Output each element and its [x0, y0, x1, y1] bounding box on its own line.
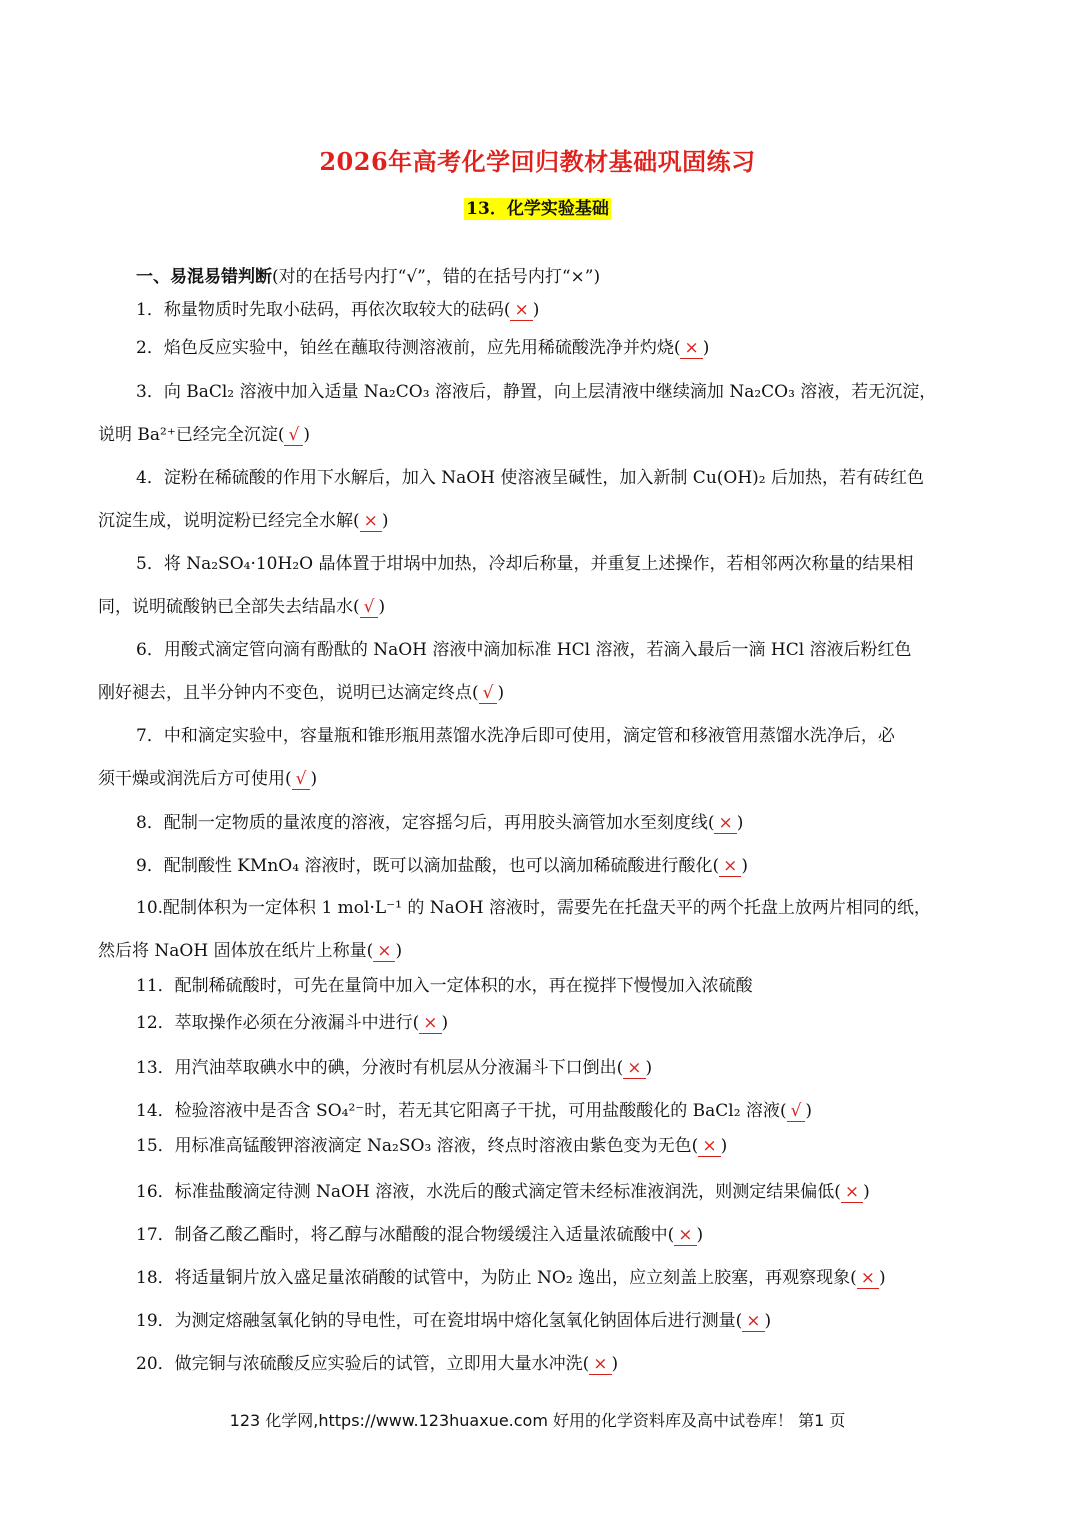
question-line: [98, 978, 980, 995]
question-number: 13．: [136, 1058, 175, 1078]
question-line: 18．将适量铜片放入盛足量浓硝酸的试管中，为防止 NO₂ 逸出，应立刻盖上胶塞，再观察现象( × ): [136, 1268, 886, 1288]
question-line: [98, 900, 980, 917]
question-line: [98, 556, 980, 573]
question-text: 配制体积为一定体积 1 mol·L⁻¹ 的 NaOH 溶液时，需要先在托盘天平的两个托盘上放两片相同的纸，: [163, 898, 931, 918]
question-item: [98, 1138, 980, 1155]
question-item: [98, 1227, 980, 1244]
question-line-continued: 说明 Ba²⁺已经完全沉淀( √ ): [98, 425, 310, 445]
answer-mark: √: [479, 683, 498, 704]
question-line: [98, 642, 980, 659]
answer-mark: ×: [373, 941, 395, 962]
question-line: 1．称量物质时先取小砝码，再依次取较大的砝码( × ): [136, 300, 540, 320]
question-line: [98, 470, 980, 487]
question-number: 20．: [136, 1354, 175, 1374]
question-item: [98, 728, 980, 788]
question-text: 用汽油萃取碘水中的碘，分液时有机层从分液漏斗下口倒出: [174, 1058, 617, 1078]
question-text: 配制酸性 KMnO₄ 溶液时，既可以滴加盐酸，也可以滴加稀硫酸进行酸化: [163, 856, 713, 876]
question-item: [98, 978, 980, 995]
question-text-continued: 然后将 NaOH 固体放在纸片上称量: [98, 941, 367, 961]
question-number: 15．: [136, 1136, 175, 1156]
answer-mark: ×: [510, 300, 532, 321]
question-item: [98, 858, 980, 875]
page-footer: 123 化学网,https://www.123huaxue.com 好用的化学资料库及高中试卷库！ 第1 页: [229, 1411, 846, 1430]
question-item: [98, 1184, 980, 1201]
question-text: 标准盐酸滴定待测 NaOH 溶液，水洗后的酸式滴定管未经标准液润洗，则测定结果偏低: [174, 1182, 835, 1202]
question-text-continued: 同，说明硫酸钠已全部失去结晶水: [98, 597, 353, 617]
question-text-continued: 沉淀生成，说明淀粉已经完全水解: [98, 511, 353, 531]
question-number: 7．: [136, 726, 164, 746]
question-line: 12．萃取操作必须在分液漏斗中进行( × ): [136, 1013, 449, 1033]
question-line-continued: 刚好褪去，且半分钟内不变色，说明已达滴定终点( √ ): [98, 683, 505, 703]
answer-mark: ×: [714, 813, 736, 834]
answer-mark: ×: [841, 1182, 863, 1203]
question-text: 用酸式滴定管向滴有酚酞的 NaOH 溶液中滴加标准 HCl 溶液，若滴入最后一滴 HCl 溶液后粉红色: [163, 640, 912, 660]
question-item: [98, 384, 980, 444]
answer-mark: ×: [360, 511, 382, 532]
question-line-continued: 须干燥或润洗后方可使用( √ ): [98, 769, 318, 789]
question-text-continued: 须干燥或润洗后方可使用: [98, 769, 285, 789]
answer-mark: √: [360, 597, 379, 618]
answer-mark: ×: [419, 1013, 441, 1034]
question-line: 9．配制酸性 KMnO₄ 溶液时，既可以滴加盐酸，也可以滴加稀硫酸进行酸化( × ): [136, 856, 748, 876]
subtitle-highlight: 13．化学实验基础: [466, 199, 609, 219]
answer-mark: ×: [719, 856, 741, 877]
question-number: 9．: [136, 856, 164, 876]
question-text: 配制稀硫酸时，可先在量筒中加入一定体积的水，再在搅拌下慢慢加入浓硫酸: [174, 976, 753, 996]
question-text: 检验溶液中是否含 SO₄²⁻时，若无其它阳离子干扰，可用盐酸酸化的 BaCl₂ 溶液: [174, 1101, 780, 1121]
question-line-continued: 沉淀生成，说明淀粉已经完全水解( × ): [98, 511, 389, 531]
question-number: 2．: [136, 338, 164, 358]
question-item: [98, 1270, 980, 1287]
answer-mark: ×: [623, 1058, 645, 1079]
question-item: [98, 1015, 980, 1032]
question-item: [98, 815, 980, 832]
section-instruction: (对的在括号内打“√”，错的在括号内打“×”): [272, 267, 601, 287]
question-text: 萃取操作必须在分液漏斗中进行: [174, 1013, 413, 1033]
question-text: 用标准高锰酸钾溶液滴定 Na₂SO₃ 溶液，终点时溶液由紫色变为无色: [174, 1136, 692, 1156]
question-item: [98, 1103, 980, 1120]
question-text-continued: 刚好褪去，且半分钟内不变色，说明已达滴定终点: [98, 683, 472, 703]
question-text: 焰色反应实验中，铂丝在蘸取待测溶液前，应先用稀硫酸洗净并灼烧: [163, 338, 674, 358]
answer-mark: √: [787, 1101, 806, 1122]
question-text: 为测定熔融氢氧化钠的导电性，可在瓷坩埚中熔化氢氧化钠固体后进行测量: [174, 1311, 736, 1331]
question-item: [98, 642, 980, 702]
section-heading: [136, 262, 600, 287]
document-title: 2026年高考化学回归教材基础巩固练习: [319, 147, 756, 176]
answer-mark: ×: [698, 1136, 720, 1157]
document-subtitle: [0, 194, 1075, 219]
question-number: 4．: [136, 468, 164, 488]
question-line-continued: 然后将 NaOH 固体放在纸片上称量( × ): [98, 941, 403, 961]
question-text: 称量物质时先取小砝码，再依次取较大的砝码: [163, 300, 504, 320]
question-number: 19．: [136, 1311, 175, 1331]
answer-mark: ×: [674, 1225, 696, 1246]
answer-mark: ×: [857, 1268, 879, 1289]
question-text: 将 Na₂SO₄·10H₂O 晶体置于坩埚中加热，冷却后称量，并重复上述操作，若相邻两次称量的结果相: [163, 554, 914, 574]
answer-mark: ×: [742, 1311, 764, 1332]
question-line: 8．配制一定物质的量浓度的溶液，定容摇匀后，再用胶头滴管加水至刻度线( × ): [136, 813, 744, 833]
question-text: 淀粉在稀硫酸的作用下水解后，加入 NaOH 使溶液呈碱性，加入新制 Cu(OH)₂ 后加热，若有砖红色: [163, 468, 925, 488]
question-item: [98, 900, 980, 960]
question-item: [98, 1060, 980, 1077]
question-text: 制备乙酸乙酯时，将乙醇与冰醋酸的混合物缓缓注入适量浓硫酸中: [174, 1225, 668, 1245]
question-item: [98, 1313, 980, 1330]
question-number: 14．: [136, 1101, 175, 1121]
section-title: 一、易混易错判断: [136, 267, 272, 287]
question-item: [98, 340, 980, 357]
question-line: [98, 728, 980, 745]
question-number: 18．: [136, 1268, 175, 1288]
question-line-continued: 同，说明硫酸钠已全部失去结晶水( √ ): [98, 597, 386, 617]
answer-mark: √: [292, 769, 311, 790]
question-line: 19．为测定熔融氢氧化钠的导电性，可在瓷坩埚中熔化氢氧化钠固体后进行测量( × ): [136, 1311, 772, 1331]
question-line: 17．制备乙酸乙酯时，将乙醇与冰醋酸的混合物缓缓注入适量浓硫酸中( × ): [136, 1225, 704, 1245]
question-line: 14．检验溶液中是否含 SO₄²⁻时，若无其它阳离子干扰，可用盐酸酸化的 BaCl₂ 溶液( √ ): [136, 1101, 813, 1121]
answer-mark: ×: [680, 338, 702, 359]
question-number: 11．: [136, 976, 175, 996]
question-text-continued: 说明 Ba²⁺已经完全沉淀: [98, 425, 278, 445]
question-item: [98, 556, 980, 616]
question-number: 17．: [136, 1225, 175, 1245]
question-item: [98, 302, 980, 319]
question-line: 16．标准盐酸滴定待测 NaOH 溶液，水洗后的酸式滴定管未经标准液润洗，则测定结果偏低( × ): [136, 1182, 870, 1202]
answer-mark: √: [284, 425, 303, 446]
question-line: 13．用汽油萃取碘水中的碘，分液时有机层从分液漏斗下口倒出( × ): [136, 1058, 653, 1078]
question-number: 16．: [136, 1182, 175, 1202]
question-line: [98, 384, 980, 401]
question-text: 做完铜与浓硫酸反应实验后的试管，立即用大量水冲洗: [174, 1354, 583, 1374]
question-number: 8．: [136, 813, 164, 833]
question-text: 向 BaCl₂ 溶液中加入适量 Na₂CO₃ 溶液后，静置，向上层清液中继续滴加 Na₂CO₃ 溶液，若无沉淀，: [163, 382, 937, 402]
question-number: 6．: [136, 640, 164, 660]
question-text: 中和滴定实验中，容量瓶和锥形瓶用蒸馏水洗净后即可使用，滴定管和移液管用蒸馏水洗净后，必: [163, 726, 895, 746]
question-text: 将适量铜片放入盛足量浓硝酸的试管中，为防止 NO₂ 逸出，应立刻盖上胶塞，再观察现象: [174, 1268, 851, 1288]
question-number: 5．: [136, 554, 164, 574]
question-number: 10.: [136, 898, 164, 918]
question-line: 15．用标准高锰酸钾溶液滴定 Na₂SO₃ 溶液，终点时溶液由紫色变为无色( × ): [136, 1136, 728, 1156]
question-item: [98, 470, 980, 530]
question-number: 3．: [136, 382, 164, 402]
question-line: 20．做完铜与浓硫酸反应实验后的试管，立即用大量水冲洗( × ): [136, 1354, 619, 1374]
question-text: 配制一定物质的量浓度的溶液，定容摇匀后，再用胶头滴管加水至刻度线: [163, 813, 708, 833]
question-line: 2．焰色反应实验中，铂丝在蘸取待测溶液前，应先用稀硫酸洗净并灼烧( × ): [136, 338, 710, 358]
question-number: 1．: [136, 300, 164, 320]
answer-mark: ×: [589, 1354, 611, 1375]
question-number: 12．: [136, 1013, 175, 1033]
question-item: [98, 1356, 980, 1373]
